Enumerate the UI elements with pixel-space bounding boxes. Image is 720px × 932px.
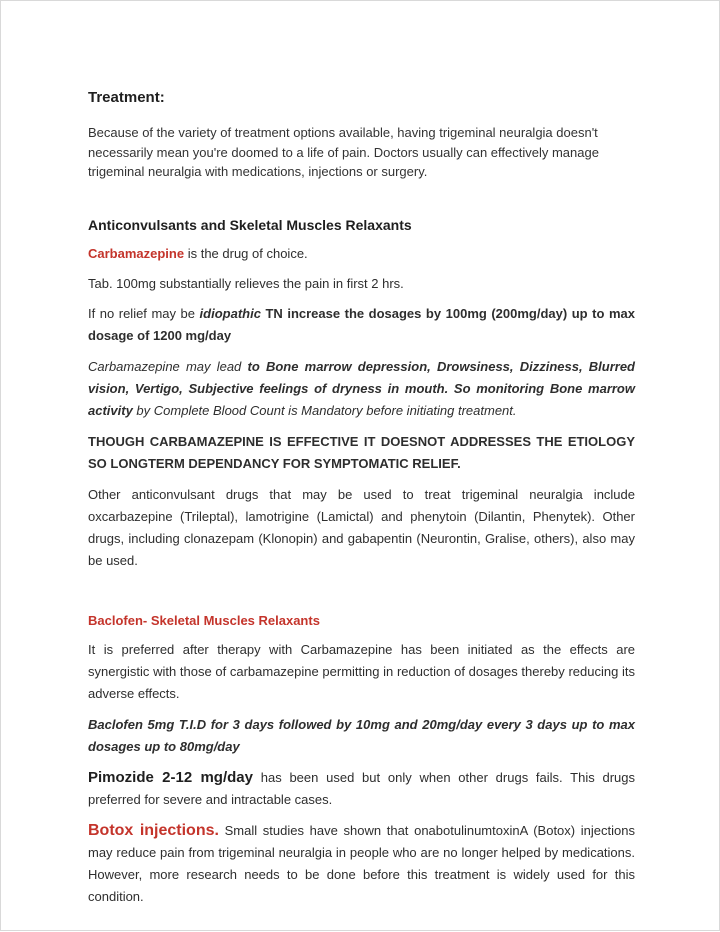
- document-body: [1, 1, 720, 932]
- botox-lead-text: Botox injections.: [88, 821, 219, 839]
- side-effects-bold: to Bone marrow depression, Drowsiness, Dizziness, Blurred vision, Vertigo, Subjective feelings of dryness in mouth. So monitoring Bone marrow activity: [88, 358, 635, 418]
- pimozide-rest-text: has been used but only when other drugs fails. This drugs preferred for severe and intractable cases.: [88, 769, 636, 807]
- baclofen-dose-paragraph: Baclofen 5mg T.I.D for 3 days followed by 10mg and 20mg/day every 3 days up to max dosages up to 80mg/day: [88, 716, 635, 754]
- relief-pre: If no relief may be: [88, 305, 200, 321]
- pimozide-lead-text: Pimozide 2-12 mg/day: [88, 768, 253, 786]
- side-effects-pre: Carbamazepine may lead: [88, 358, 248, 374]
- side-effects-paragraph: [88, 356, 635, 422]
- relief-idiopathic: idiopathic: [199, 305, 261, 321]
- relief-bold-rest: TN increase the dosages by 100mg (200mg/day) up to max dosage of 1200 mg/day: [88, 305, 635, 343]
- botox-paragraph: [88, 820, 635, 908]
- section-heading-baclofen: Baclofen- Skeletal Muscles Relaxants: [88, 612, 320, 628]
- relief-paragraph: [88, 303, 635, 347]
- tab-dosage-line: Tab. 100mg substantially relieves the pain in first 2 hrs.: [88, 275, 404, 291]
- carbamazepine-line-rest: is the drug of choice.: [184, 245, 308, 261]
- though-warning-paragraph: THOUGH CARBAMAZEPINE IS EFFECTIVE IT DOESNOT ADDRESSES THE ETIOLOGY SO LONGTERM DEPENDANCY FOR SYMPTOMATIC RELIEF.: [88, 433, 635, 471]
- section-heading-anticonvulsants: Anticonvulsants and Skeletal Muscles Relaxants: [88, 216, 412, 233]
- other-anticonvulsants-paragraph: Other anticonvulsant drugs that may be used to treat trigeminal neuralgia include oxcarbazepine (Trileptal), lamotrigine (Lamictal) and phenytoin (Dilantin, Phenytek). Other drugs, including clonazepam (Klonopin) and gabapentin (Neurontin, Gralise, others), also may be used.: [88, 486, 635, 568]
- baclofen-body-paragraph: It is preferred after therapy with Carbamazepine has been initiated as the effects are synergistic with those of carbamazepine permitting in reduction of dosages thereby reducing its adverse effects.: [88, 641, 635, 701]
- side-effects-post: by Complete Blood Count is Mandatory before initiating treatment.: [132, 402, 517, 418]
- pimozide-paragraph: [88, 767, 635, 811]
- carbamazepine-drug-name: Carbamazepine: [88, 245, 185, 261]
- intro-paragraph: Because of the variety of treatment options available, having trigeminal neuralgia doesn't necessarily mean you're doomed to a life of pain. Doctors usually can effectively manage trigeminal neuralgia with medications, injections or surgery.: [88, 125, 599, 179]
- botox-rest-text: Small studies have shown that onabotulinumtoxinA (Botox) injections may reduce pain from trigeminal neuralgia in people who are no longer helped by medications. However, more research needs to be done before this treatment is widely used for this condition.: [88, 822, 635, 904]
- carbamazepine-line: [88, 244, 635, 264]
- page-title: Treatment:: [88, 89, 165, 106]
